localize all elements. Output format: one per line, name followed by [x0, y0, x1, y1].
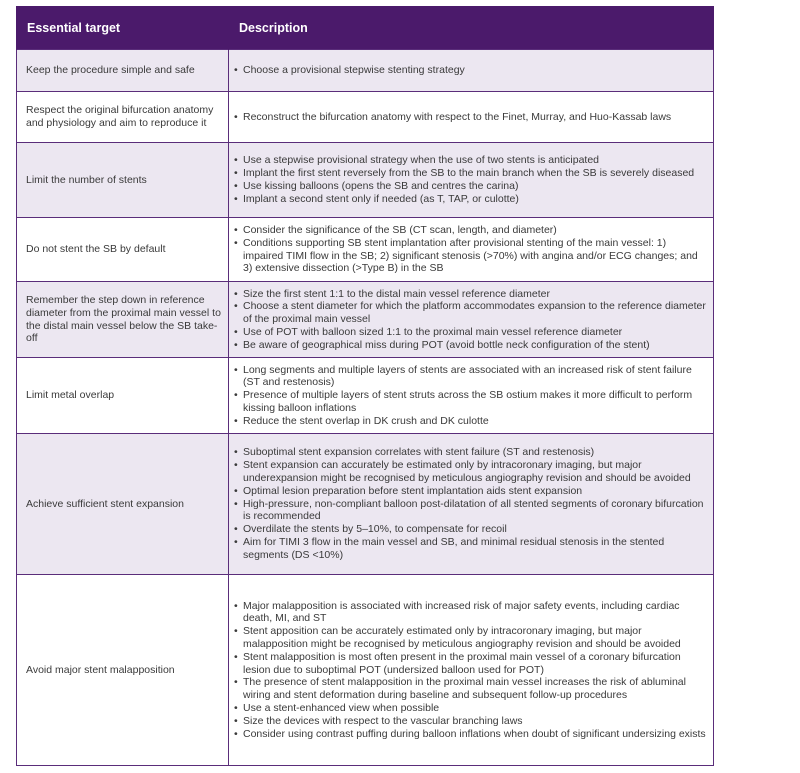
description-cell	[229, 575, 714, 766]
list-item: • Use a stepwise provisional strategy when the use of two stents is anticipated	[234, 154, 709, 167]
list-item: • Stent malapposition is most often present in the proximal main vessel of a coronary bifurcation lesion due to suboptimal POT (undersized balloon used for POT)	[234, 651, 709, 677]
description-list	[234, 111, 709, 124]
list-item: • Use a stent-enhanced view when possible	[234, 702, 709, 715]
target-cell: Remember the step down in reference diameter from the proximal main vessel to the distal main vessel below the SB take-off	[17, 282, 229, 358]
list-item: • Consider the significance of the SB (CT scan, length, and diameter)	[234, 224, 709, 237]
table-body	[17, 50, 714, 766]
list-item: • The presence of stent malapposition in the proximal main vessel increases the risk of abluminal wiring and stent deformation during baseline and subsequent follow-up procedures	[234, 676, 709, 702]
description-list	[234, 64, 709, 77]
list-item: • Be aware of geographical miss during POT (avoid bottle neck configuration of the stent)	[234, 339, 709, 352]
list-item: • Choose a provisional stepwise stenting strategy	[234, 64, 709, 77]
list-item: • Overdilate the stents by 5–10%, to compensate for recoil	[234, 523, 709, 536]
recommendations-table-container	[16, 6, 713, 766]
list-item: • High-pressure, non-compliant balloon post-dilatation of all stented segments of coronary bifurcation is recommended	[234, 498, 709, 524]
description-cell	[229, 358, 714, 434]
target-cell: Keep the procedure simple and safe	[17, 50, 229, 92]
table-header-row	[17, 6, 714, 50]
list-item: • Size the first stent 1:1 to the distal main vessel reference diameter	[234, 288, 709, 301]
list-item: • Conditions supporting SB stent implantation after provisional stenting of the main vessel: 1) impaired TIMI flow in the SB; 2) significant stenosis (>70%) with angina and/or ECG changes; and 3) extensive dissection (>Type B) in the SB	[234, 237, 709, 275]
target-cell: Limit the number of stents	[17, 143, 229, 218]
column-header-description: Description	[229, 6, 714, 50]
table-row	[17, 434, 714, 575]
description-cell	[229, 92, 714, 143]
list-item: • Implant the first stent reversely from the SB to the main branch when the SB is severely diseased	[234, 167, 709, 180]
table-row	[17, 218, 714, 282]
list-item: • Reduce the stent overlap in DK crush and DK culotte	[234, 415, 709, 428]
table-row	[17, 282, 714, 358]
recommendations-table	[16, 6, 714, 766]
list-item: • Long segments and multiple layers of stents are associated with an increased risk of stent failure (ST and restenosis)	[234, 364, 709, 390]
list-item: • Presence of multiple layers of stent struts across the SB ostium makes it more difficult to perform kissing balloon inflations	[234, 389, 709, 415]
list-item: • Stent expansion can accurately be estimated only by intracoronary imaging, but major underexpansion might be recognised by meticulous angiography revision and should be avoided	[234, 459, 709, 485]
list-item: • Aim for TIMI 3 flow in the main vessel and SB, and minimal residual stenosis in the stented segments (DS <10%)	[234, 536, 709, 562]
description-list	[234, 224, 709, 275]
list-item: • Optimal lesion preparation before stent implantation aids stent expansion	[234, 485, 709, 498]
description-list	[234, 154, 709, 205]
table-row	[17, 50, 714, 92]
description-list	[234, 364, 709, 428]
column-header-target: Essential target	[17, 6, 229, 50]
target-cell: Do not stent the SB by default	[17, 218, 229, 282]
table-row	[17, 143, 714, 218]
description-cell	[229, 218, 714, 282]
description-list	[234, 600, 709, 741]
list-item: • Stent apposition can be accurately estimated only by intracoronary imaging, but major malapposition might be recognised by meticulous angiography revision and should be avoided	[234, 625, 709, 651]
description-cell	[229, 143, 714, 218]
list-item: • Reconstruct the bifurcation anatomy with respect to the Finet, Murray, and Huo-Kassab laws	[234, 111, 709, 124]
target-cell: Avoid major stent malapposition	[17, 575, 229, 766]
description-cell	[229, 282, 714, 358]
list-item: • Size the devices with respect to the vascular branching laws	[234, 715, 709, 728]
list-item: • Use kissing balloons (opens the SB and centres the carina)	[234, 180, 709, 193]
description-cell	[229, 434, 714, 575]
description-list	[234, 288, 709, 352]
list-item: • Suboptimal stent expansion correlates with stent failure (ST and restenosis)	[234, 446, 709, 459]
table-row	[17, 575, 714, 766]
target-cell: Respect the original bifurcation anatomy and physiology and aim to reproduce it	[17, 92, 229, 143]
target-cell: Limit metal overlap	[17, 358, 229, 434]
list-item: • Use of POT with balloon sized 1:1 to the proximal main vessel reference diameter	[234, 326, 709, 339]
list-item: • Consider using contrast puffing during balloon inflations when doubt of significant undersizing exists	[234, 728, 709, 741]
table-row	[17, 358, 714, 434]
list-item: • Choose a stent diameter for which the platform accommodates expansion to the reference diameter of the proximal main vessel	[234, 300, 709, 326]
target-cell: Achieve sufficient stent expansion	[17, 434, 229, 575]
list-item: • Implant a second stent only if needed (as T, TAP, or culotte)	[234, 193, 709, 206]
description-cell	[229, 50, 714, 92]
table-row	[17, 92, 714, 143]
list-item: • Major malapposition is associated with increased risk of major safety events, including cardiac death, MI, and ST	[234, 600, 709, 626]
description-list	[234, 446, 709, 561]
